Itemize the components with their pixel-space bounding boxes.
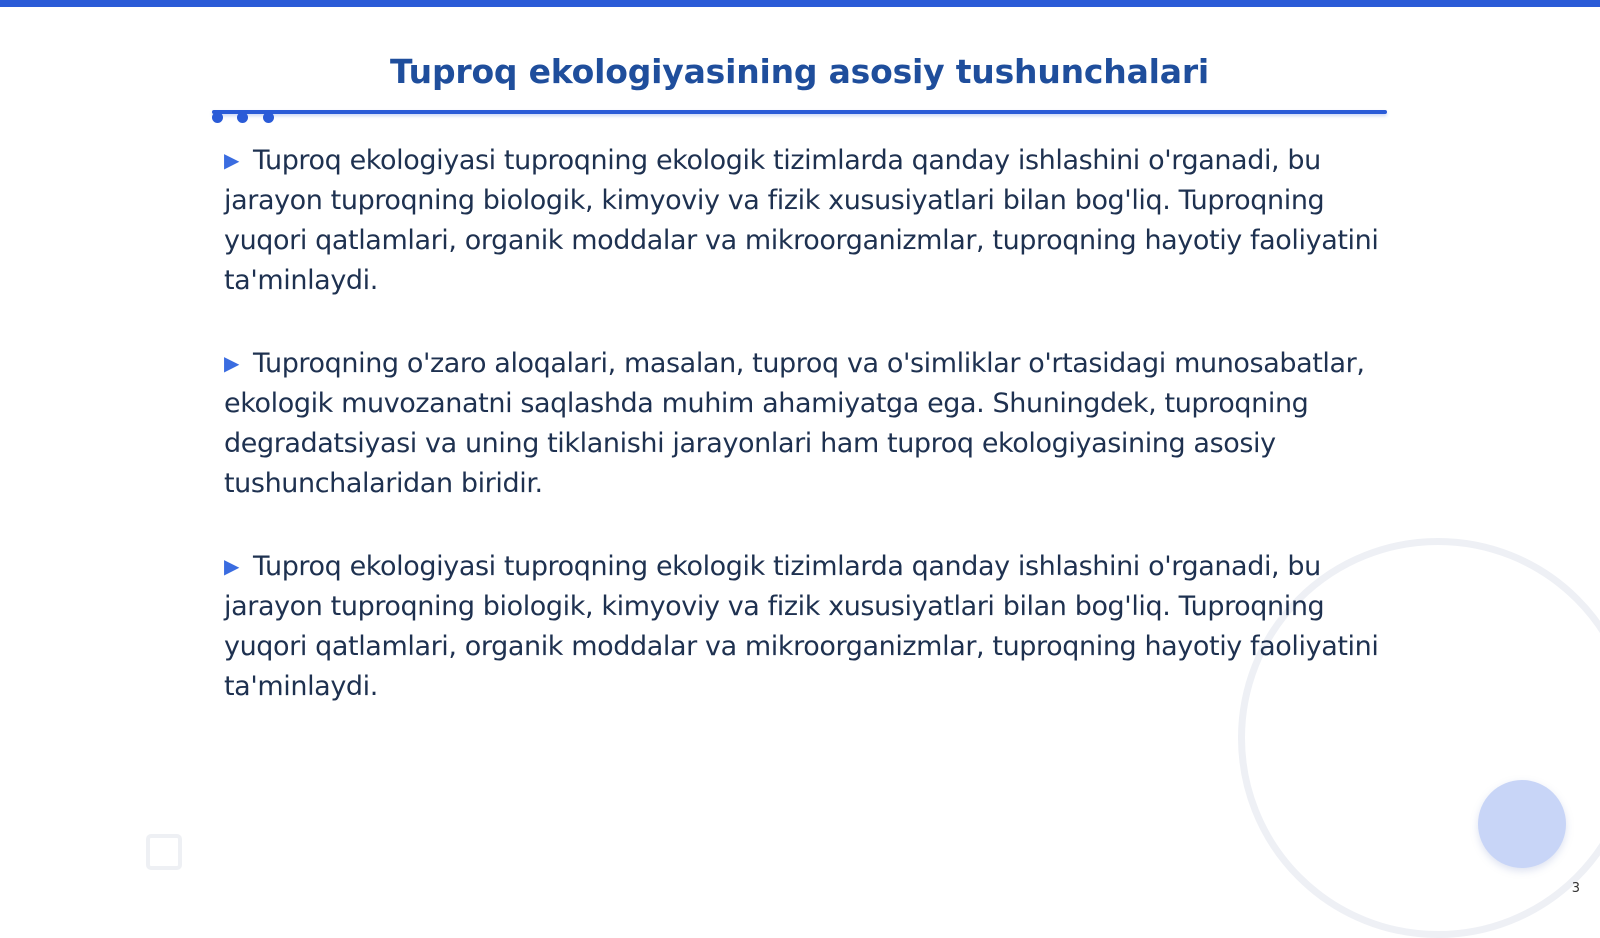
underline-dot <box>237 112 248 123</box>
title-underline <box>212 110 1387 114</box>
bullet-list <box>224 140 1379 749</box>
bullet-text: Tuproq ekologiyasi tuproqning ekologik tizimlarda qanday ishlashini o'rganadi, bu jarayon tuproqning biologik, kimyoviy va fizik xususiyatlari bilan bog'liq. Tuproqning yuqori qatlamlari, organik moddalar va mikroorganizmlar, tuproqning hayotiy faoliyatini ta'minlaydi. <box>224 551 1379 702</box>
bullet-text: Tuproq ekologiyasi tuproqning ekologik tizimlarda qanday ishlashini o'rganadi, bu jarayon tuproqning biologik, kimyoviy va fizik xususiyatlari bilan bog'liq. Tuproqning yuqori qatlamlari, organik moddalar va mikroorganizmlar, tuproqning hayotiy faoliyatini ta'minlaydi. <box>224 145 1379 296</box>
bullet-text: Tuproqning o'zaro aloqalari, masalan, tuproq va o'simliklar o'rtasidagi munosabatlar, ekologik muvozanatni saqlashda muhim ahamiyatga ega. Shuningdek, tuproqning degradatsiyasi va uning tiklanishi jarayonlari ham tuproq ekologiyasining asosiy tushunchalaridan biridir. <box>224 348 1365 499</box>
triangle-bullet-icon: ▶ <box>224 148 239 172</box>
decorative-circle <box>1478 780 1566 868</box>
slide-title: Tuproq ekologiyasining asosiy tushunchalari <box>389 52 1210 91</box>
underline-dots <box>212 112 292 124</box>
underline-dot <box>212 112 223 123</box>
underline-dot <box>263 112 274 123</box>
page-number: 3 <box>1571 881 1580 896</box>
bullet-item <box>224 343 1379 504</box>
triangle-bullet-icon: ▶ <box>224 554 239 578</box>
triangle-bullet-icon: ▶ <box>224 351 239 375</box>
bullet-item <box>224 546 1379 707</box>
decorative-square <box>146 834 182 870</box>
top-accent-bar <box>0 0 1600 7</box>
bullet-item <box>224 140 1379 301</box>
